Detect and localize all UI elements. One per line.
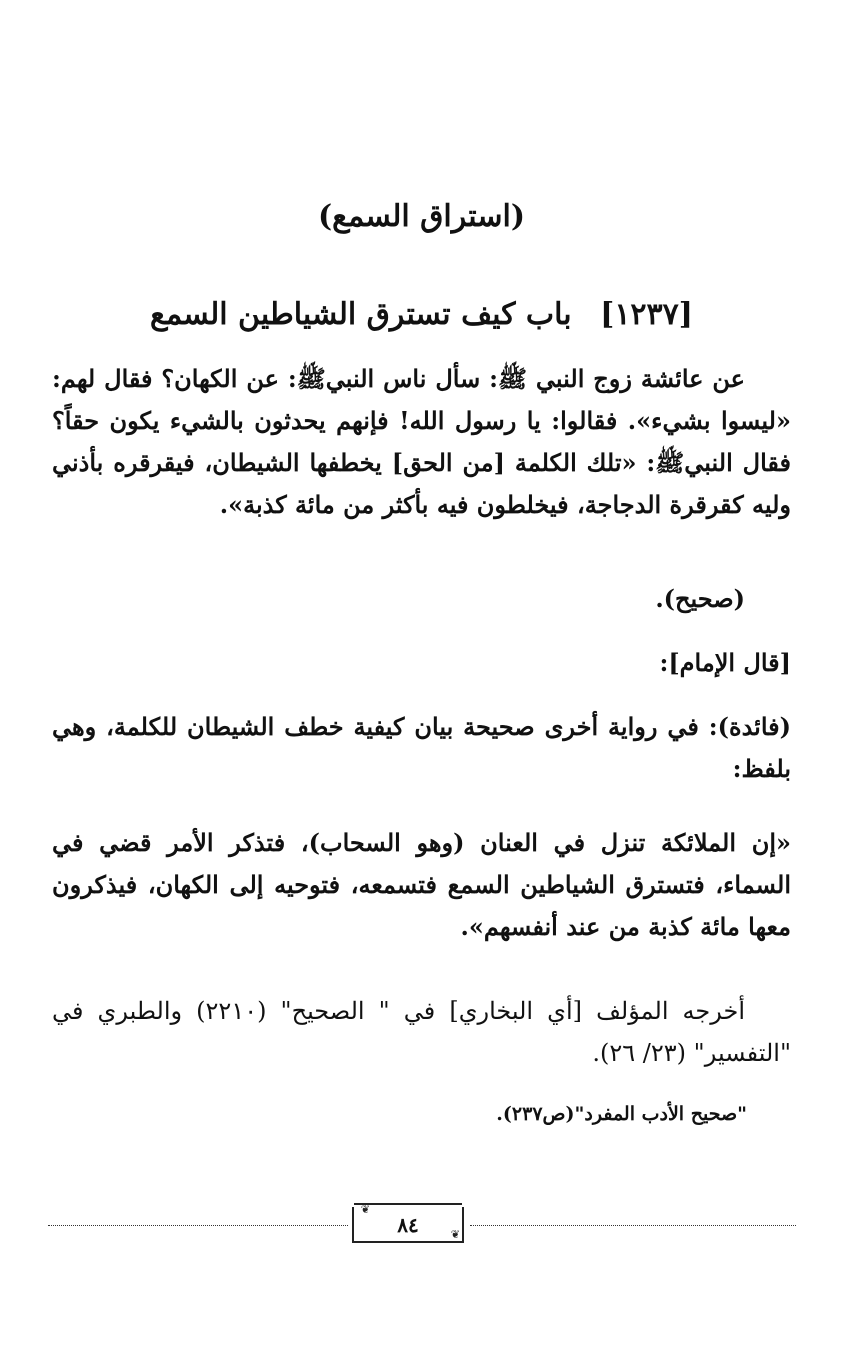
takhrij-paragraph — [52, 990, 791, 1074]
hadith-grade: (صحيح). — [655, 584, 745, 613]
ornament-icon: ❦ — [450, 1228, 460, 1241]
faida-text: في رواية أخرى صحيحة بيان كيفية خطف الشيطان للكلمة، وهي بلفظ: — [52, 712, 791, 783]
hadith-text: عن عائشة زوج النبي ﷺ: سأل ناس النبيﷺ: عن الكهان؟ فقال لهم: «ليسوا بشيء». فقالوا: يا رسول الله! فإنهم يحدثون بالشيء يكون حقاً؟ فقال النبيﷺ: «تلك الكلمة [من الحق] يخطفها الشيطان، فيقرقره بأذني وليه كقرقرة الدجاجة، فيخلطون فيه بأكثر من مائة كذبة». — [52, 364, 791, 519]
frame-top-border — [354, 1203, 462, 1205]
source-note: "صحيح الأدب المفرد"(ص٢٣٧). — [496, 1103, 747, 1125]
imam-label: [قال الإمام]: — [659, 648, 791, 677]
ornament-icon: ❦ — [360, 1203, 370, 1216]
section-title: باب كيف تسترق الشياطين السمع — [150, 297, 572, 332]
chapter-title: (استراق السمع) — [317, 199, 526, 234]
faida-label: (فائدة): — [708, 712, 792, 741]
quote-paragraph: «إن الملائكة تنزل في العنان (وهو السحاب)، فتذكر الأمر قضي في السماء، فتسترق الشياطين السمع فتسمعه، فتوحيه إلى الكهان، فيذكرون معها مائة كذبة من عند أنفسهم». — [52, 828, 791, 941]
footer-rule-right — [470, 1225, 796, 1226]
section-heading — [0, 290, 843, 340]
footer-rule-left — [48, 1225, 348, 1226]
takhrij-text: أخرجه المؤلف [أي البخاري] في " الصحيح" (٢٢١٠) والطبري في "التفسير" (٢٣/ ٢٦). — [52, 997, 791, 1067]
hadith-paragraph — [52, 358, 791, 526]
page-number-frame — [352, 1203, 464, 1243]
faida-paragraph — [52, 706, 791, 790]
section-number: [١٢٣٧] — [600, 297, 693, 332]
page-number: ٨٤ — [397, 1213, 419, 1237]
